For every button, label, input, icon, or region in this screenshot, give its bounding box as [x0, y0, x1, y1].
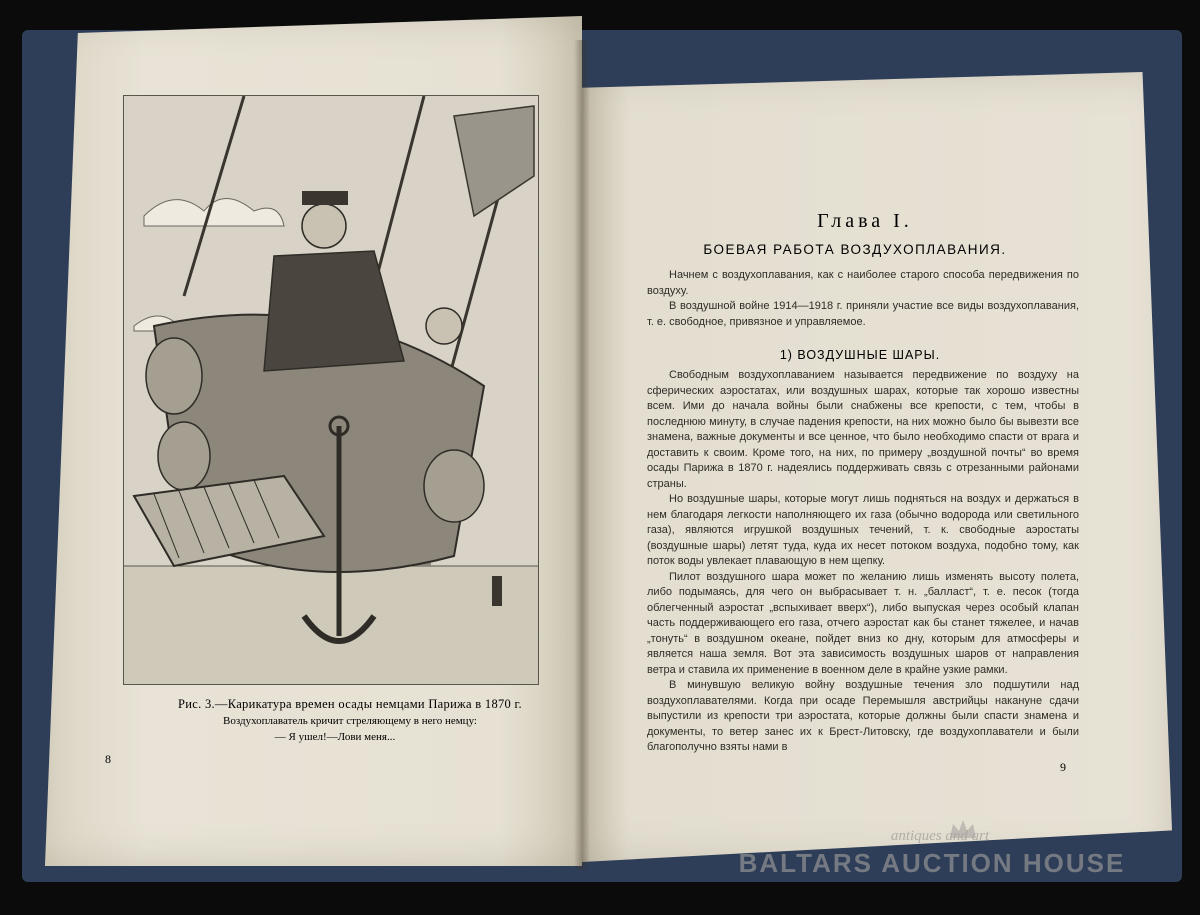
- figure-caption-line: Воздухоплаватель кричит стреляющему в него немцу:: [223, 715, 477, 727]
- intro-text: [647, 268, 1079, 330]
- body-text: [647, 368, 1079, 756]
- body-paragraph-4: В минувшую великую войну воздушные течения зло подшутили над воздухоплавателями. Когда при осаде Перемышля австрийцы накануне сдачи выпустили из крепости три аэростата, которые должны были спасти знамена и документы, то ветер занес их к Брест-Литовску, где воздухоплаватели и были благополучно взяты нами в: [647, 679, 1079, 753]
- figure-caption-quote: — Я ушел!—Лови меня...: [274, 731, 396, 743]
- subheading-balloons: 1) ВОЗДУШНЫЕ ШАРЫ.: [779, 348, 941, 362]
- figure-caption-title: Рис. 3.—Карикатура времен осады немцами Парижа в 1870 г.: [178, 697, 522, 711]
- body-paragraph-3: Пилот воздушного шара может по желанию лишь изменять высоту полета, либо подымаясь, для чего он выбрасывает т. н. „балласт“, т. е. песок (тогда облегченный аэростат „вспыхивает вверх“), либо выпуская через особый клапан часть поддерживающего его газа, отчего аэростат как бы станет тяжелее, и начав „тонуть“ в воздушном океане, пойдет вниз ко дну, которым для атмосферы и является наша земля. Вот эта зависимость воздушных шаров от направления ветра и ставила их применение в военном деле в крайне узкие рамки.: [647, 570, 1079, 676]
- balloon-caricature-illustration: [123, 95, 539, 685]
- book-gutter: [574, 40, 590, 870]
- intro-paragraph-2: В воздушной войне 1914—1918 г. приняли участие все виды воздухоплавания, т. е. свободное, привязное и управляемое.: [647, 300, 1079, 328]
- body-paragraph-1: Свободным воздухоплаванием называется передвижение по воздуху на сферических аэростатах, или воздушных шарах, которые так хорошо известны всем. Ими до начала войны были снабжены все крепости, с тем, чтобы в последнюю минуту, в случае падения крепости, на них можно было бы вывезти все знамена, важные документы и все ценное, что было необходимо спасти от врага и доставить к своим. Кроме того, на них, по примеру „воздушной почты“ во время осады Парижа в 1870 г. надеялись поддерживать связь с отрезанными районами страны.: [647, 369, 1079, 490]
- watermark-tagline: antiques and art: [890, 828, 990, 844]
- watermark-auction-house: BALTARS AUCTION HOUSE: [738, 848, 1126, 878]
- chapter-heading: Глава I.: [817, 210, 913, 232]
- body-paragraph-2: Но воздушные шары, которые могут лишь подняться на воздух и держаться в нем благодаря легкости наполняющего их газа (обычно водорода или светильного газа), являются игрушкой воздушных течений, т. к. свободные аэростаты (воздушные шары) летят туда, куда их несет потоком воздуха, подобно тому, как поток воды увлекает плавающую в нем щепку.: [647, 493, 1079, 567]
- intro-paragraph-1: Начнем с воздухоплавания, как с наиболее старого способа передвижения по воздуху.: [647, 269, 1079, 297]
- page-number-left: 8: [105, 752, 111, 766]
- section-title: БОЕВАЯ РАБОТА ВОЗДУХОПЛАВАНИЯ.: [703, 242, 1007, 257]
- page-number-right: 9: [1060, 760, 1066, 774]
